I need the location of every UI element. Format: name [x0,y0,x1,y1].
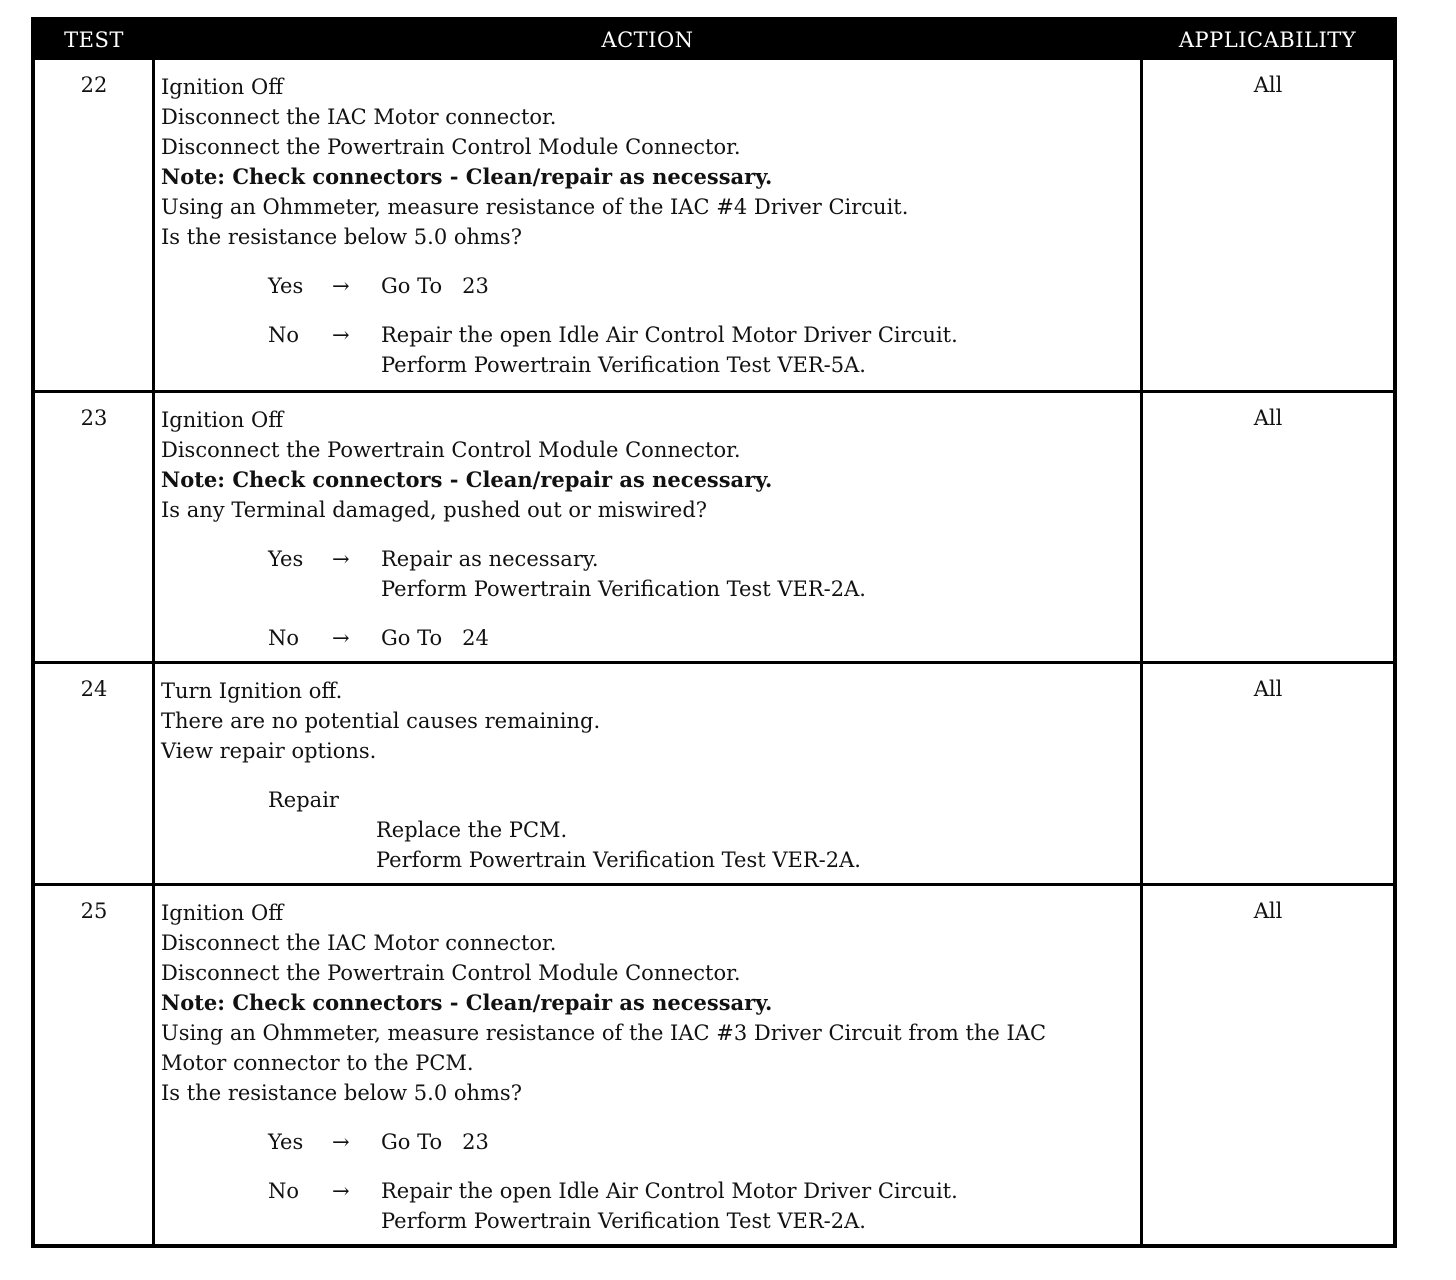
action-line: Disconnect the Powertrain Control Module Connector. [161,961,741,985]
arrow-right-icon: → [332,323,350,347]
result-line: Go To 24 [381,626,489,650]
arrow-right-icon: → [332,1130,350,1154]
note-line: Note: Check connectors - Clean/repair as necessary. [161,467,773,492]
header-applicability: APPLICABILITY [1178,28,1357,52]
action-line: Using an Ohmmeter, measure resistance of the IAC #3 Driver Circuit from the IAC [161,1021,1047,1045]
yes-label: Yes [268,274,304,298]
result-line: Repair as necessary. [381,547,599,571]
no-label: No [268,1179,300,1203]
table-row [35,886,1393,1244]
yes-label: Yes [268,547,304,571]
result-line: Go To 23 [381,1130,489,1154]
no-label: No [268,626,300,650]
note-line: Note: Check connectors - Clean/repair as necessary. [161,990,773,1015]
action-cell [161,676,1141,875]
applicability-value: All [1253,73,1283,97]
table-row [35,60,1393,390]
table-row [35,664,1393,883]
repair-label: Repair [268,788,339,812]
applicability-value: All [1253,899,1283,923]
diagnostic-table [31,17,1397,1248]
action-line: Disconnect the IAC Motor connector. [161,931,557,955]
arrow-right-icon: → [332,547,350,571]
test-number: 25 [80,899,108,923]
action-line: Ignition Off [161,75,284,99]
action-line: View repair options. [161,739,377,763]
note-line: Note: Check connectors - Clean/repair as necessary. [161,164,773,189]
header-action: ACTION [601,28,694,52]
table-header [35,21,1393,60]
question-line: Is any Terminal damaged, pushed out or miswired? [161,498,708,522]
action-line: Ignition Off [161,901,284,925]
test-number: 22 [80,73,108,97]
arrow-right-icon: → [332,274,350,298]
yes-option [161,544,1141,604]
no-option [161,320,1141,380]
yes-result [381,544,866,604]
no-label: No [268,323,300,347]
result-line: Perform Powertrain Verification Test VER-2A. [381,1209,866,1233]
no-result [381,1176,958,1236]
no-result [381,320,958,380]
action-line: There are no potential causes remaining. [161,709,601,733]
arrow-right-icon: → [332,626,350,650]
yes-label: Yes [268,1130,304,1154]
applicability-value: All [1253,406,1283,430]
question-line: Is the resistance below 5.0 ohms? [161,1081,522,1105]
arrow-right-icon: → [332,1179,350,1203]
question-line: Is the resistance below 5.0 ohms? [161,225,522,249]
action-line: Motor connector to the PCM. [161,1051,474,1075]
repair-line: Replace the PCM. [376,818,568,842]
action-cell [161,405,1141,653]
result-line: Perform Powertrain Verification Test VER-5A. [381,353,866,377]
action-line: Disconnect the IAC Motor connector. [161,105,557,129]
no-result [381,623,489,653]
repair-line: Perform Powertrain Verification Test VER-2A. [376,848,861,872]
applicability-value: All [1253,677,1283,701]
action-line: Turn Ignition off. [161,679,343,703]
result-line: Repair the open Idle Air Control Motor Driver Circuit. [381,1179,958,1203]
action-line: Disconnect the Powertrain Control Module Connector. [161,135,741,159]
action-line: Using an Ohmmeter, measure resistance of the IAC #4 Driver Circuit. [161,195,909,219]
yes-option [161,271,1141,301]
header-test: TEST [64,28,124,52]
action-line: Ignition Off [161,408,284,432]
table-row [35,393,1393,661]
test-number: 24 [80,677,108,701]
action-cell [161,72,1141,380]
yes-result [381,271,489,301]
test-number: 23 [80,406,108,430]
no-option [161,623,1141,653]
result-line: Perform Powertrain Verification Test VER-2A. [381,577,866,601]
yes-option [161,1127,1141,1157]
action-line: Disconnect the Powertrain Control Module Connector. [161,438,741,462]
yes-result [381,1127,489,1157]
no-option [161,1176,1141,1236]
result-line: Go To 23 [381,274,489,298]
action-cell [161,898,1141,1236]
result-line: Repair the open Idle Air Control Motor Driver Circuit. [381,323,958,347]
